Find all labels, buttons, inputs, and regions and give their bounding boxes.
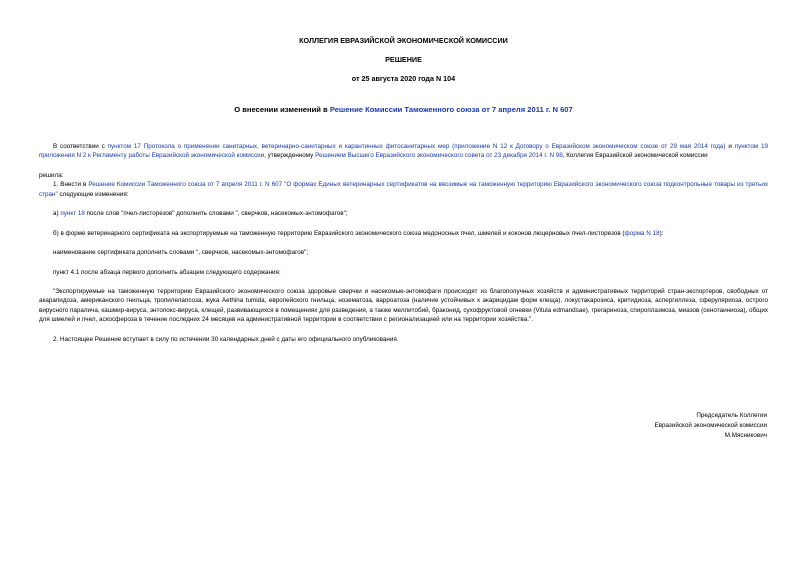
document-title (0, 104, 807, 115)
item-b-text-2: ): (659, 229, 664, 237)
link-decision-607-title[interactable]: "О формах Единых ветеринарных сертификатов на ввозимые на таможенную территорию Евразийского экономического союза подконтрольные товары из третьих стран" (39, 181, 768, 198)
title-prefix: О внесении изменений в (234, 105, 330, 114)
item-a-text-1: а) (53, 210, 61, 218)
intro-paragraph (39, 142, 768, 161)
link-decision-607[interactable]: Решение Комиссии Таможенного союза от 7 апреля 2011 г. N 607 (88, 181, 283, 189)
item-1-text-1: 1. Внести в (53, 181, 89, 189)
item-a-text-2: после слов "пчел-листорезов" дополнить словами ", сверчков, насекомых-энтомофагов"; (84, 210, 348, 218)
item-b2-paragraph: пункт 4.1 после абзаца первого дополнить абзацем следующего содержания: (53, 268, 281, 276)
link-point-18[interactable]: пункт 18 (60, 210, 85, 218)
item-1-paragraph (39, 180, 768, 199)
organization-heading: КОЛЛЕГИЯ ЕВРАЗИЙСКОЙ ЭКОНОМИЧЕСКОЙ КОМИССИИ (299, 36, 508, 45)
signature-block (654, 411, 767, 440)
document-type-heading: РЕШЕНИЕ (385, 55, 422, 64)
item-1-text-3: следующие изменения: (57, 190, 129, 198)
link-regulation-point-19[interactable]: пунктом 19 приложения N 2 к Регламенту работы Евразийской экономической комиссии (39, 143, 769, 160)
item-b-text-1: б) в форме ветеринарного сертификата на экспортируемые на таможенную территорию Евразийского экономического союза медоносных пчел, шмелей и коконов люцерновых пчел-листорезов ( (53, 229, 625, 237)
link-protocol-point-17[interactable]: пунктом 17 Протокола о применении санитарных, ветеринарно-санитарных и карантинных фитосанитарных мер (приложение N 12 к Договору о Евразийском экономическом союзе от 29 мая 2014 года) (107, 143, 726, 150)
link-form-18[interactable]: форма N 18 (624, 229, 660, 237)
quote-paragraph: "Экспортируемые на таможенную территорию Евразийского экономического союза здоровые сверчки и насекомые-энтомофаги происходят из благополучных хозяйств и административных территорий стран-экспортеров, свободных от акарапидоза, американского гнильца, тропилелапсоза, жука Aethina tumida, европейского гнильца, нозематоза, варроатоза (наличие устойчивых к акарицидам форм клеща), локустакарозиса, критидиоза, аспергиллеза, сферуляриоза, острого вирусного паралича, кашмир-вируса, энтопокс-вируса, клещей, развивающихся в помещениях для разведения, а также меллитобий, браконид, сухофруктовой огневки (Vitula edmandsae), грегариноза, спироплазмоза, миазов (сенотаиниоза), общих для шмелей и пчел, аскосфероза в течение последних 24 месяцев на административной территории в соответствии с регионализацией или на территории хозяйства.". (39, 287, 768, 324)
intro-text-3: , утвержденному (264, 152, 316, 160)
signature-name: М.Мясникович (724, 431, 767, 439)
intro-text-2: и (725, 143, 735, 150)
intro-text-4: , Коллегия Евразийской экономической комиссии (562, 152, 708, 160)
title-link[interactable]: Решение Комиссии Таможенного союза от 7 апреля 2011 г. N 607 (329, 105, 573, 114)
item-2-paragraph: 2. Настоящее Решение вступает в силу по истечении 30 календарных дней с даты его официального опубликования. (53, 335, 399, 343)
item-b1-paragraph: наименование сертификата дополнить словами ", сверчков, насекомых-энтомофагов"; (53, 249, 309, 257)
resolved-label: решила: (39, 171, 64, 179)
signature-position: Председатель Коллегии (696, 412, 767, 419)
document-body (39, 130, 768, 344)
intro-text-1: В соответствии с (53, 143, 108, 150)
item-a-paragraph (39, 209, 768, 218)
link-council-decision-98[interactable]: Решением Высшего Евразийского экономического совета от 23 декабря 2014 г. N 98 (315, 152, 563, 160)
item-b-paragraph (39, 229, 768, 238)
signature-organization: Евразийской экономической комиссии (654, 421, 767, 429)
document-date-heading: от 25 августа 2020 года N 104 (351, 74, 456, 83)
